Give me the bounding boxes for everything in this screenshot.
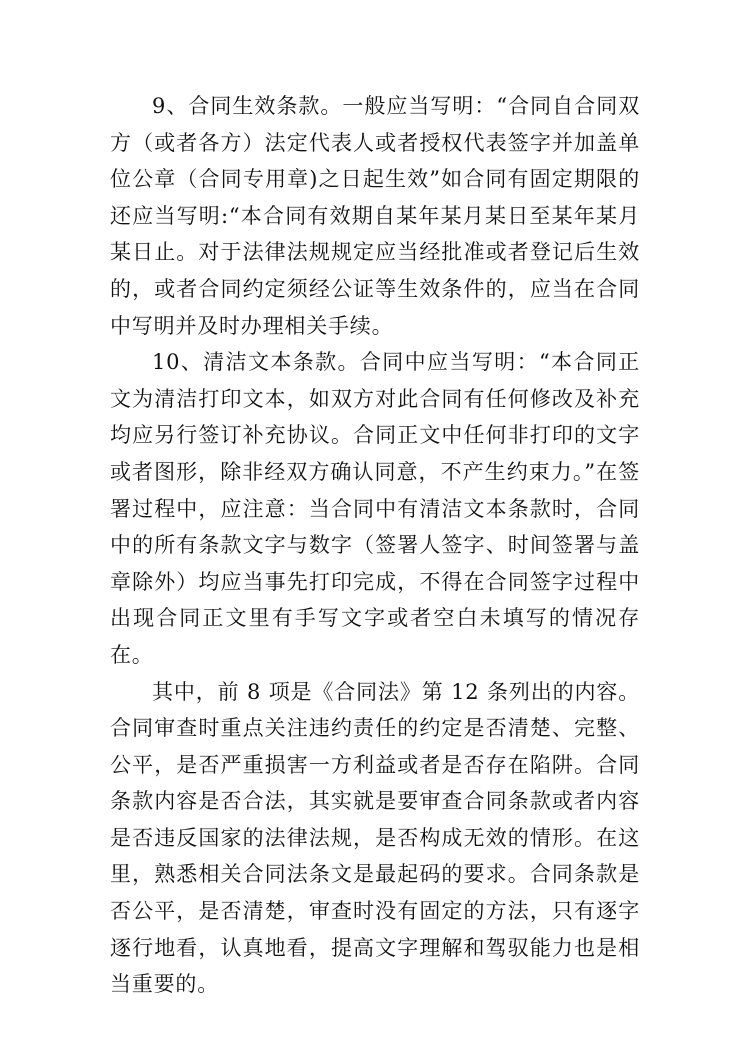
paragraph-clean-text-clause: 10、清洁文本条款。合同中应当写明：“本合同正文为清洁打印文本，如双方对此合同有任何修改及补充均应另行签订补充协议。合同正文中任何非打印的文字或者图形，除非经双方确认同意，不产生约束力。”在签署过程中，应注意：当合同中有清洁文本条款时，合同中的所有条款文字与数字（签署人签字、时间签署与盖章除外）均应当事先打印完成，不得在合同签字过程中出现合同正文里有手写文字或者空白未填写的情况存在。 xyxy=(110,350,640,667)
document-body xyxy=(110,88,640,1003)
paragraph-review-notes: 其中，前 8 项是《合同法》第 12 条列出的内容。合同审查时重点关注违约责任的约定是否清楚、完整、公平，是否严重损害一方利益或者是否存在陷阱。合同条款内容是否合法，其实就是要审查合同条款或者内容是否违反国家的法律法规，是否构成无效的情形。在这里，熟悉相关合同法条文是最起码的要求。合同条款是否公平，是否清楚，审查时没有固定的方法，只有逐字逐行地看，认真地看，提高文字理解和驾驭能力也是相当重要的。 xyxy=(110,679,640,997)
paragraph-effective-clause: 9、合同生效条款。一般应当写明：“合同自合同双方（或者各方）法定代表人或者授权代表签字并加盖单位公章（合同专用章)之日起生效”如合同有固定期限的 还应当写明:“本合同有效期自某年某月某日至某年某月某日止。对于法律法规规定应当经批准或者登记后生效的，或者合同约定须经公证等生效条件的，应当在合同中写明并及时办理相关手续。 xyxy=(110,94,640,338)
